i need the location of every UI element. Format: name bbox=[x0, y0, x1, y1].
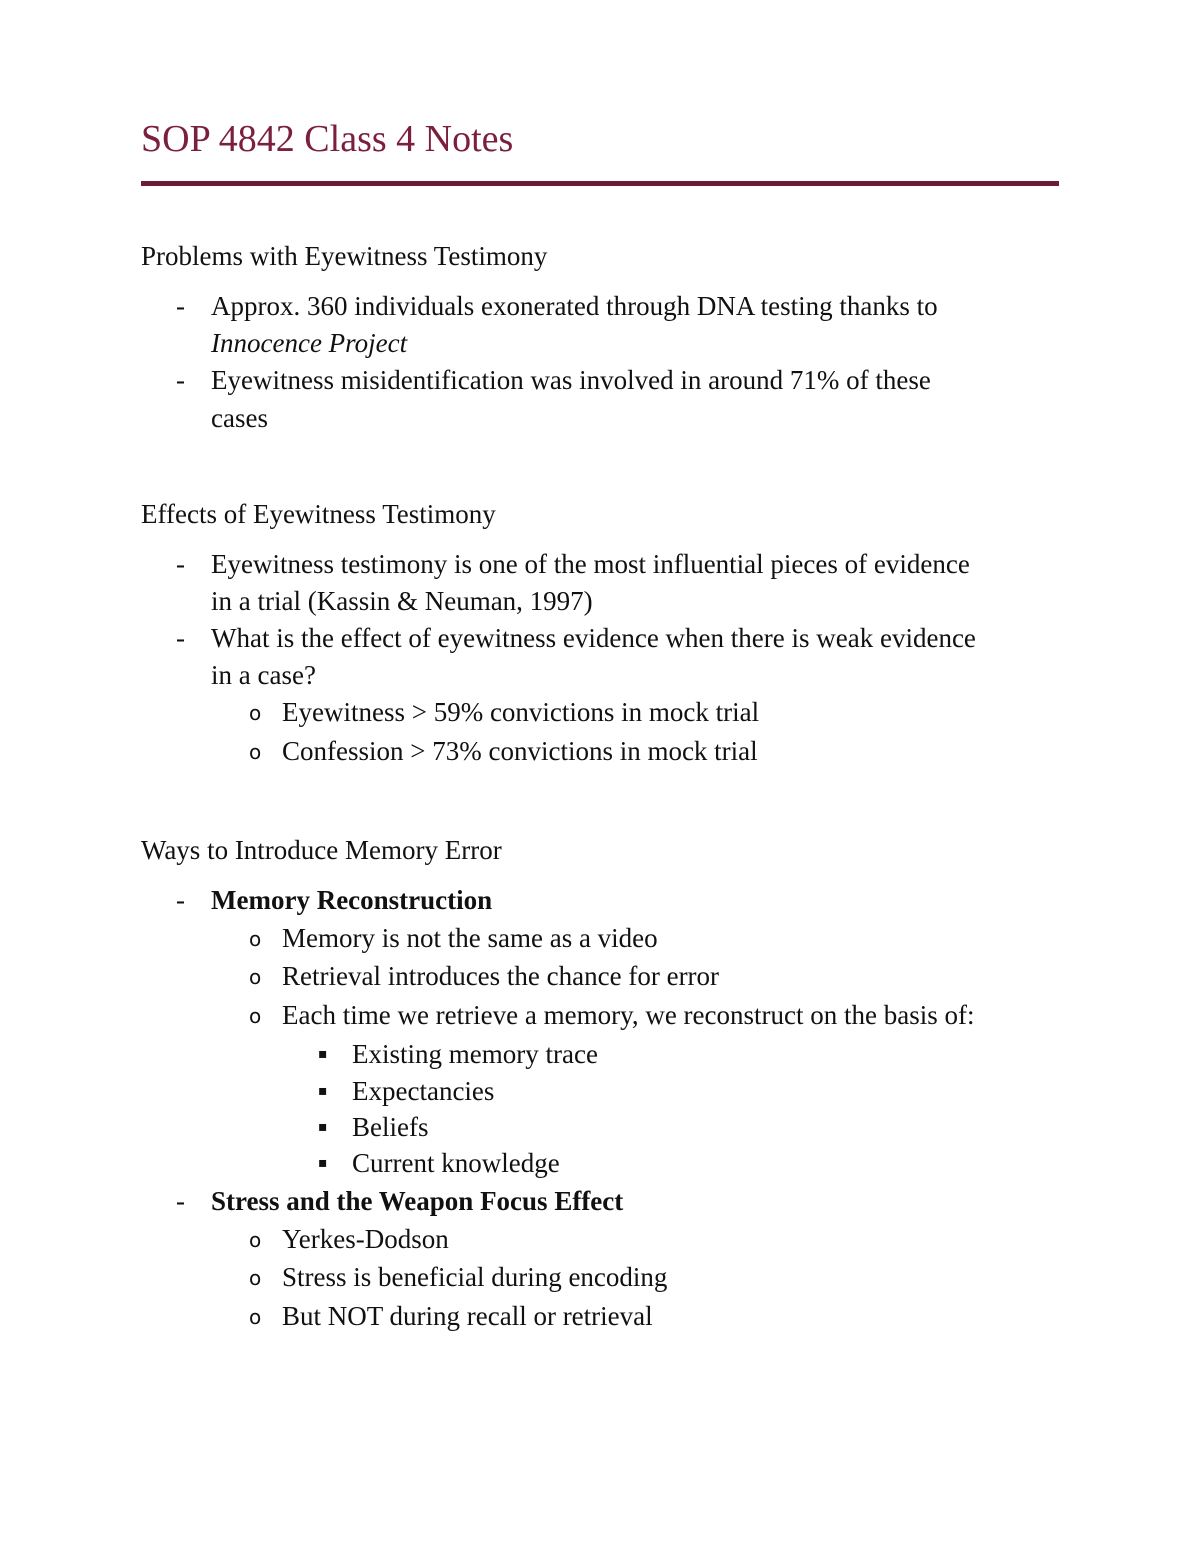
square-bullet: ▪ bbox=[318, 1155, 328, 1171]
sub-list-item: Each time we retrieve a memory, we reconstruct on the basis of: bbox=[282, 1000, 975, 1030]
bold-topic: Stress and the Weapon Focus Effect bbox=[211, 1186, 624, 1216]
dash-bullet: - bbox=[176, 291, 185, 321]
sub-sub-list-item: Expectancies bbox=[352, 1076, 495, 1106]
list-item-continuation bbox=[211, 324, 407, 362]
circle-bullet: o bbox=[249, 965, 262, 989]
sub-list-item: Retrieval introduces the chance for error bbox=[282, 961, 720, 991]
square-bullet: ▪ bbox=[318, 1083, 328, 1099]
circle-bullet: o bbox=[249, 740, 262, 764]
circle-bullet: o bbox=[249, 1228, 262, 1252]
dash-bullet: - bbox=[176, 365, 185, 395]
square-bullet: ▪ bbox=[318, 1046, 328, 1062]
list-item-continuation: in a trial (Kassin & Neuman, 1997) bbox=[211, 586, 593, 616]
title-rule bbox=[141, 181, 1059, 186]
circle-bullet: o bbox=[249, 1266, 262, 1290]
sub-sub-list-item: Existing memory trace bbox=[352, 1039, 598, 1069]
dash-bullet: - bbox=[176, 549, 185, 579]
circle-bullet: o bbox=[249, 927, 262, 951]
list-item-continuation: cases bbox=[211, 403, 268, 433]
section-heading: Ways to Introduce Memory Error bbox=[141, 835, 502, 865]
list-item bbox=[211, 1182, 623, 1220]
sub-sub-list-item: Current knowledge bbox=[352, 1148, 560, 1178]
list-item: What is the effect of eyewitness evidence when there is weak evidence bbox=[211, 623, 976, 653]
dash-bullet: - bbox=[176, 623, 185, 653]
page-title: SOP 4842 Class 4 Notes bbox=[141, 118, 514, 160]
sub-list-item: Confession > 73% convictions in mock trial bbox=[282, 736, 758, 766]
italic-title: Innocence Project bbox=[211, 328, 408, 358]
sub-list-item: Yerkes-Dodson bbox=[282, 1224, 449, 1254]
list-item: Eyewitness testimony is one of the most influential pieces of evidence bbox=[211, 549, 970, 579]
list-item-continuation: in a case? bbox=[211, 660, 316, 690]
square-bullet: ▪ bbox=[318, 1119, 328, 1135]
dash-bullet: - bbox=[176, 1186, 185, 1216]
list-item: Approx. 360 individuals exonerated through DNA testing thanks to bbox=[211, 291, 938, 321]
section-heading: Problems with Eyewitness Testimony bbox=[141, 241, 548, 271]
sub-list-item: Stress is beneficial during encoding bbox=[282, 1262, 668, 1292]
circle-bullet: o bbox=[249, 701, 262, 725]
sub-list-item: But NOT during recall or retrieval bbox=[282, 1301, 653, 1331]
dash-bullet: - bbox=[176, 885, 185, 915]
circle-bullet: o bbox=[249, 1305, 262, 1329]
list-item: Eyewitness misidentification was involved in around 71% of these bbox=[211, 365, 931, 395]
section-heading: Effects of Eyewitness Testimony bbox=[141, 499, 496, 529]
sub-list-item: Eyewitness > 59% convictions in mock trial bbox=[282, 697, 760, 727]
list-item bbox=[211, 881, 492, 919]
sub-list-item: Memory is not the same as a video bbox=[282, 923, 658, 953]
sub-sub-list-item: Beliefs bbox=[352, 1112, 429, 1142]
bold-topic: Memory Reconstruction bbox=[211, 885, 493, 915]
circle-bullet: o bbox=[249, 1004, 262, 1028]
